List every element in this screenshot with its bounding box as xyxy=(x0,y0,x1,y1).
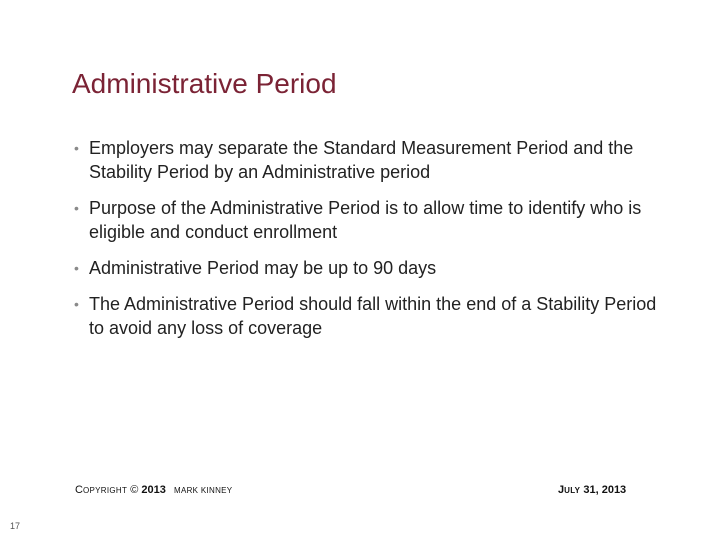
footer-date xyxy=(558,484,626,496)
copyright-symbol: © xyxy=(130,484,139,496)
bullet-list xyxy=(72,136,662,352)
footer-copyright xyxy=(75,484,166,496)
copyright-year: 2013 xyxy=(141,484,166,496)
bullet-marker: • xyxy=(74,200,79,216)
bullet-item xyxy=(72,136,662,184)
bullet-text: The Administrative Period should fall within the end of a Stability Period to avoid any loss of coverage xyxy=(89,294,657,338)
date-month: ULY xyxy=(564,486,581,495)
bullet-text: Employers may separate the Standard Measurement Period and the Stability Period by an Administrative period xyxy=(89,138,634,182)
bullet-item xyxy=(72,196,662,244)
copyright-initial: C xyxy=(75,484,83,496)
bullet-item xyxy=(72,256,662,280)
bullet-text: Administrative Period may be up to 90 days xyxy=(89,258,437,278)
date-rest: 31, 2013 xyxy=(583,484,627,496)
bullet-item xyxy=(72,292,662,340)
date-initial: J xyxy=(558,484,565,496)
bullet-marker: • xyxy=(74,140,79,156)
footer-author: MARK KINNEY xyxy=(174,486,233,495)
bullet-marker: • xyxy=(74,260,79,276)
bullet-marker: • xyxy=(74,296,79,312)
bullet-text: Purpose of the Administrative Period is to allow time to identify who is eligible and conduct enrollment xyxy=(89,198,642,242)
page-number: 17 xyxy=(10,521,21,531)
slide-title: Administrative Period xyxy=(72,68,337,99)
copyright-word: OPYRIGHT xyxy=(82,486,128,495)
